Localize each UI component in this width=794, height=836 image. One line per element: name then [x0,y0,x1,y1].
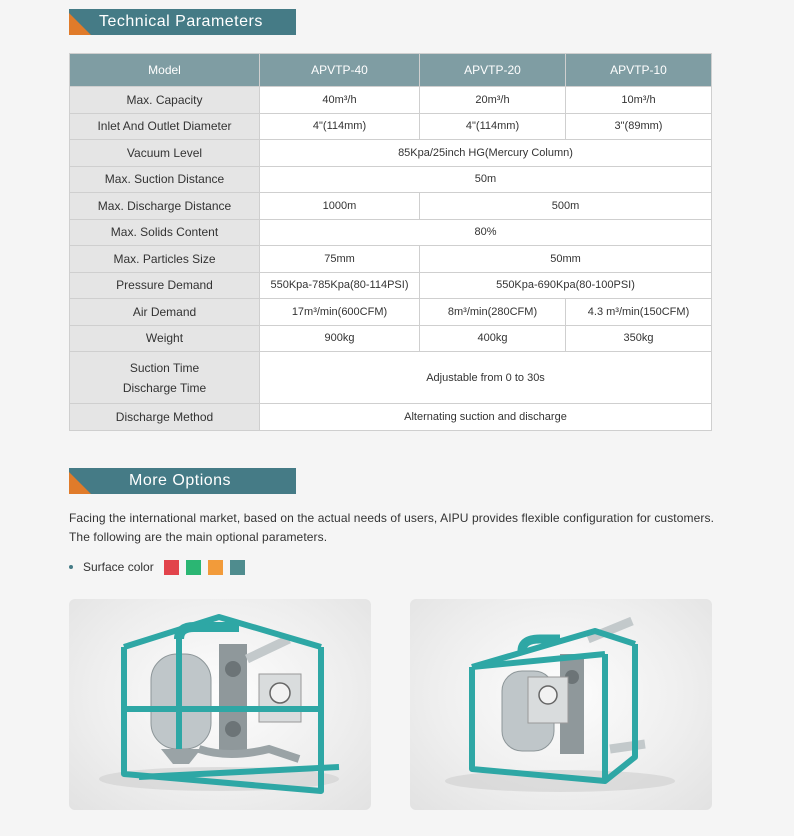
product-image-card [69,599,371,810]
table-header-row [70,54,712,87]
table-row [70,299,712,326]
header-corner-triangle [69,472,91,494]
cell-value: 20m³/h [420,87,566,114]
cell-value: 4"(114mm) [420,113,566,140]
cell-value: 50m [260,166,712,193]
cell-value: 4.3 m³/min(150CFM) [566,299,712,326]
cell-value: 1000m [260,193,420,220]
table-row [70,193,712,220]
row-label: Inlet And Outlet Diameter [70,113,260,140]
cell-value: 17m³/min(600CFM) [260,299,420,326]
section-title: More Options [129,472,232,489]
table-row [70,219,712,246]
row-label: Max. Capacity [70,87,260,114]
cell-value: 8m³/min(280CFM) [420,299,566,326]
table-row [70,404,712,431]
row-label: Max. Suction Distance [70,166,260,193]
pump-unit-small-image [410,599,712,810]
cell-value: 350kg [566,325,712,352]
color-swatch-red [164,560,179,575]
row-label: Vacuum Level [70,140,260,167]
technical-parameters-table [69,53,712,431]
row-label: Max. Particles Size [70,246,260,273]
table-row [70,87,712,114]
more-options-header [69,468,296,494]
cell-value: 500m [420,193,712,220]
header-corner-triangle [69,13,91,35]
cell-value: 10m³/h [566,87,712,114]
cell-value: 80% [260,219,712,246]
row-label: Weight [70,325,260,352]
cell-value: 550Kpa-785Kpa(80-114PSI) [260,272,420,299]
column-header-model: Model [70,54,260,87]
cell-value: 75mm [260,246,420,273]
cell-value: Alternating suction and discharge [260,404,712,431]
technical-parameters-header [69,9,296,35]
row-label-line: Discharge Time [122,380,207,395]
cell-value: 900kg [260,325,420,352]
table-row [70,113,712,140]
bullet-icon [69,565,73,569]
cell-value: 40m³/h [260,87,420,114]
cell-value: 3"(89mm) [566,113,712,140]
color-swatch-teal [230,560,245,575]
product-image-card [410,599,712,810]
color-swatch-green [186,560,201,575]
surface-color-options [69,558,252,576]
section-title: Technical Parameters [99,13,263,30]
cell-value: 50mm [420,246,712,273]
row-label: Max. Discharge Distance [70,193,260,220]
table-row [70,352,712,404]
color-swatch-orange [208,560,223,575]
surface-color-label: Surface color [83,560,154,574]
table-row [70,140,712,167]
row-label: Pressure Demand [70,272,260,299]
row-label: Air Demand [70,299,260,326]
pump-unit-large-image [69,599,371,810]
row-label-line: Suction Time [129,360,200,375]
table-row [70,246,712,273]
column-header-apvtp-40: APVTP-40 [260,54,420,87]
row-label: Max. Solids Content [70,219,260,246]
cell-value: 4"(114mm) [260,113,420,140]
row-label: Discharge Method [70,404,260,431]
cell-value: 85Kpa/25inch HG(Mercury Column) [260,140,712,167]
row-label [70,352,260,404]
cell-value: Adjustable from 0 to 30s [260,352,712,404]
table-row [70,166,712,193]
cell-value: 550Kpa-690Kpa(80-100PSI) [420,272,712,299]
cell-value: 400kg [420,325,566,352]
table-row [70,272,712,299]
options-intro-text: Facing the international market, based on the actual needs of users, AIPU provides flexible configuration for customers. The following are the main optional parameters. [69,511,715,544]
column-header-apvtp-20: APVTP-20 [420,54,566,87]
table-row [70,325,712,352]
column-header-apvtp-10: APVTP-10 [566,54,712,87]
